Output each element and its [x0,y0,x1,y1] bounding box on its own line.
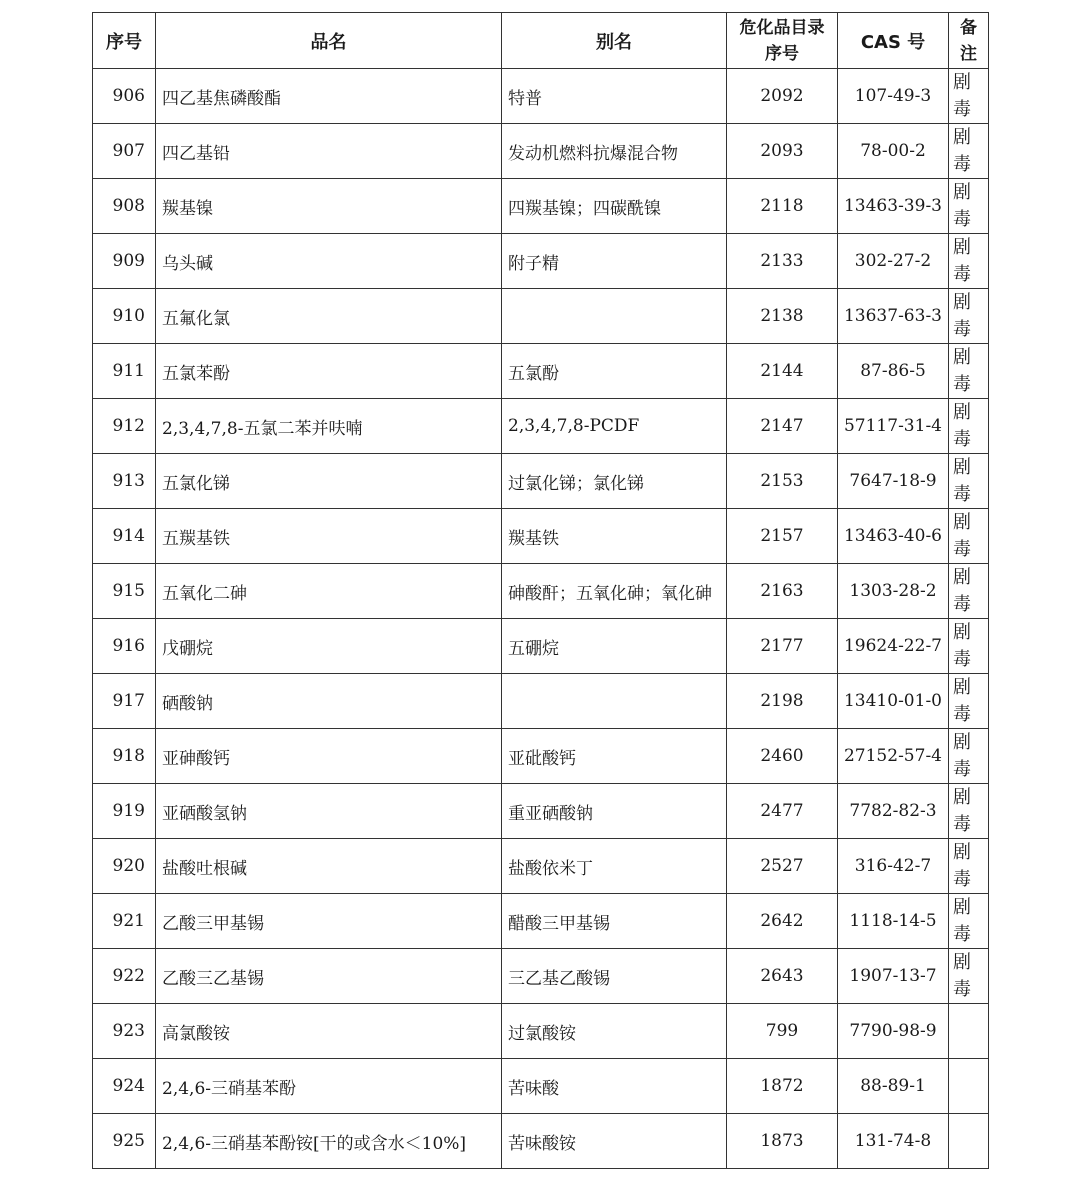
table-row [93,179,989,234]
cell-note-note1: 剧 [953,182,971,203]
cell-catalog: 2642 [727,894,838,949]
cell-note-note1: 剧 [953,402,971,423]
cell-cas: 7782-82-3 [838,784,949,839]
header-catalog [727,13,838,69]
cell-note-note1: 剧 [953,127,971,148]
cell-alias [502,674,727,729]
cell-name: 五羰基铁 [156,509,502,564]
cell-note-note2: 毒 [953,154,971,175]
cell-name: 2,4,6-三硝基苯酚 [156,1059,502,1114]
cell-alias: 三乙基乙酸锡 [502,949,727,1004]
table-row [93,784,989,839]
table-row [93,619,989,674]
cell-seq: 906 [93,69,156,124]
table-row [93,674,989,729]
cell-catalog: 1872 [727,1059,838,1114]
cell-seq: 921 [93,894,156,949]
cell-name: 羰基镍 [156,179,502,234]
header-row [93,13,989,69]
cell-catalog: 2527 [727,839,838,894]
cell-note-note1: 剧 [953,842,971,863]
chemicals-table [92,12,989,1169]
cell-note [949,619,989,674]
cell-catalog: 2157 [727,509,838,564]
cell-name: 高氯酸铵 [156,1004,502,1059]
table-row [93,839,989,894]
cell-note-note2: 毒 [953,759,971,780]
cell-note-note1: 剧 [953,952,971,973]
cell-seq: 908 [93,179,156,234]
cell-note [949,69,989,124]
header-note-line2: 注 [960,43,977,64]
cell-note-note2: 毒 [953,704,971,725]
table-row [93,124,989,179]
cell-cas: 7647-18-9 [838,454,949,509]
cell-seq: 911 [93,344,156,399]
cell-cas: 1118-14-5 [838,894,949,949]
cell-name: 五氯苯酚 [156,344,502,399]
cell-cas: 131-74-8 [838,1114,949,1169]
cell-name: 硒酸钠 [156,674,502,729]
cell-catalog: 2460 [727,729,838,784]
cell-seq: 916 [93,619,156,674]
cell-cas: 87-86-5 [838,344,949,399]
header-catalog-line2: 序号 [765,43,799,64]
table-row [93,454,989,509]
cell-note-note1: 剧 [953,512,971,533]
cell-cas: 1303-28-2 [838,564,949,619]
header-seq: 序号 [93,13,156,69]
cell-alias: 盐酸依米丁 [502,839,727,894]
cell-seq: 917 [93,674,156,729]
table-row [93,399,989,454]
cell-note-note2: 毒 [953,869,971,890]
cell-catalog: 799 [727,1004,838,1059]
cell-cas: 19624-22-7 [838,619,949,674]
cell-cas: 13410-01-0 [838,674,949,729]
cell-seq: 910 [93,289,156,344]
cell-seq: 907 [93,124,156,179]
cell-note-note2: 毒 [953,99,971,120]
cell-note-note2: 毒 [953,319,971,340]
cell-name: 五氟化氯 [156,289,502,344]
cell-catalog: 2118 [727,179,838,234]
cell-seq: 919 [93,784,156,839]
cell-note-note1: 剧 [953,347,971,368]
cell-name: 盐酸吐根碱 [156,839,502,894]
cell-cas: 27152-57-4 [838,729,949,784]
cell-note-note1: 剧 [953,292,971,313]
cell-note [949,564,989,619]
cell-note-note1: 剧 [953,72,971,93]
header-cas: CAS 号 [838,13,949,69]
cell-seq: 913 [93,454,156,509]
cell-name: 2,4,6-三硝基苯酚铵[干的或含水＜10%] [156,1114,502,1169]
cell-note [949,729,989,784]
cell-cas: 13463-39-3 [838,179,949,234]
cell-note [949,894,989,949]
cell-catalog: 2092 [727,69,838,124]
cell-cas: 88-89-1 [838,1059,949,1114]
cell-catalog: 2477 [727,784,838,839]
cell-note [949,1004,989,1059]
cell-name: 五氧化二砷 [156,564,502,619]
cell-cas: 57117-31-4 [838,399,949,454]
cell-note [949,179,989,234]
cell-name: 四乙基铅 [156,124,502,179]
cell-alias: 亚砒酸钙 [502,729,727,784]
header-name: 品名 [156,13,502,69]
cell-catalog: 2144 [727,344,838,399]
cell-name: 亚砷酸钙 [156,729,502,784]
cell-alias: 过氯酸铵 [502,1004,727,1059]
cell-name: 四乙基焦磷酸酯 [156,69,502,124]
cell-alias: 苦味酸 [502,1059,727,1114]
cell-catalog: 2163 [727,564,838,619]
cell-alias: 五氯酚 [502,344,727,399]
cell-note [949,949,989,1004]
cell-seq: 923 [93,1004,156,1059]
cell-note-note2: 毒 [953,814,971,835]
cell-alias: 发动机燃料抗爆混合物 [502,124,727,179]
cell-seq: 925 [93,1114,156,1169]
cell-seq: 912 [93,399,156,454]
cell-cas: 1907-13-7 [838,949,949,1004]
cell-alias [502,289,727,344]
cell-catalog: 2138 [727,289,838,344]
table-row [93,344,989,399]
header-note-line1: 备 [960,17,977,38]
cell-alias: 附子精 [502,234,727,289]
cell-note-note1: 剧 [953,622,971,643]
cell-name: 乙酸三甲基锡 [156,894,502,949]
cell-note-note1: 剧 [953,567,971,588]
cell-seq: 915 [93,564,156,619]
cell-catalog: 2643 [727,949,838,1004]
cell-note [949,674,989,729]
cell-name: 乙酸三乙基锡 [156,949,502,1004]
cell-catalog: 2153 [727,454,838,509]
cell-alias: 重亚硒酸钠 [502,784,727,839]
cell-cas: 13463-40-6 [838,509,949,564]
cell-note [949,399,989,454]
cell-note-note2: 毒 [953,429,971,450]
cell-note-note2: 毒 [953,264,971,285]
cell-name: 2,3,4,7,8-五氯二苯并呋喃 [156,399,502,454]
cell-note [949,454,989,509]
table-row [93,289,989,344]
cell-seq: 924 [93,1059,156,1114]
cell-cas: 13637-63-3 [838,289,949,344]
cell-note [949,839,989,894]
cell-note-note1: 剧 [953,897,971,918]
cell-note-note2: 毒 [953,979,971,1000]
cell-note-note2: 毒 [953,209,971,230]
cell-cas: 107-49-3 [838,69,949,124]
cell-alias: 醋酸三甲基锡 [502,894,727,949]
cell-alias: 过氯化锑；氯化锑 [502,454,727,509]
cell-catalog: 2177 [727,619,838,674]
table-row [93,949,989,1004]
cell-note-note1: 剧 [953,457,971,478]
cell-note [949,509,989,564]
cell-name: 亚硒酸氢钠 [156,784,502,839]
header-alias: 别名 [502,13,727,69]
cell-seq: 909 [93,234,156,289]
cell-alias: 五硼烷 [502,619,727,674]
cell-note [949,784,989,839]
table-row [93,509,989,564]
cell-note-note1: 剧 [953,237,971,258]
cell-alias: 四羰基镍；四碳酰镍 [502,179,727,234]
cell-note-note2: 毒 [953,539,971,560]
cell-note [949,289,989,344]
cell-name: 戊硼烷 [156,619,502,674]
cell-cas: 302-27-2 [838,234,949,289]
cell-catalog: 2198 [727,674,838,729]
cell-note-note2: 毒 [953,374,971,395]
cell-catalog: 2147 [727,399,838,454]
cell-note-note1: 剧 [953,677,971,698]
header-note [949,13,989,69]
cell-note-note2: 毒 [953,649,971,670]
cell-catalog: 2133 [727,234,838,289]
cell-alias: 苦味酸铵 [502,1114,727,1169]
table-row [93,69,989,124]
cell-catalog: 2093 [727,124,838,179]
table-row [93,1004,989,1059]
cell-name: 乌头碱 [156,234,502,289]
cell-note [949,344,989,399]
cell-note [949,234,989,289]
cell-note-note2: 毒 [953,594,971,615]
cell-cas: 78-00-2 [838,124,949,179]
cell-note-note2: 毒 [953,924,971,945]
cell-seq: 918 [93,729,156,784]
cell-note [949,124,989,179]
cell-cas: 316-42-7 [838,839,949,894]
cell-note [949,1059,989,1114]
cell-alias: 特普 [502,69,727,124]
cell-seq: 914 [93,509,156,564]
cell-seq: 922 [93,949,156,1004]
cell-note-note2: 毒 [953,484,971,505]
cell-alias: 砷酸酐；五氧化砷；氧化砷 [502,564,727,619]
table-row [93,564,989,619]
cell-seq: 920 [93,839,156,894]
table-row [93,894,989,949]
cell-cas: 7790-98-9 [838,1004,949,1059]
cell-note-note1: 剧 [953,787,971,808]
table-row [93,729,989,784]
cell-name: 五氯化锑 [156,454,502,509]
cell-note-note1: 剧 [953,732,971,753]
table-row [93,234,989,289]
table-row [93,1059,989,1114]
cell-alias: 羰基铁 [502,509,727,564]
table-row [93,1114,989,1169]
header-catalog-line1: 危化品目录 [739,17,825,38]
cell-alias: 2,3,4,7,8-PCDF [502,399,727,454]
cell-catalog: 1873 [727,1114,838,1169]
cell-note [949,1114,989,1169]
